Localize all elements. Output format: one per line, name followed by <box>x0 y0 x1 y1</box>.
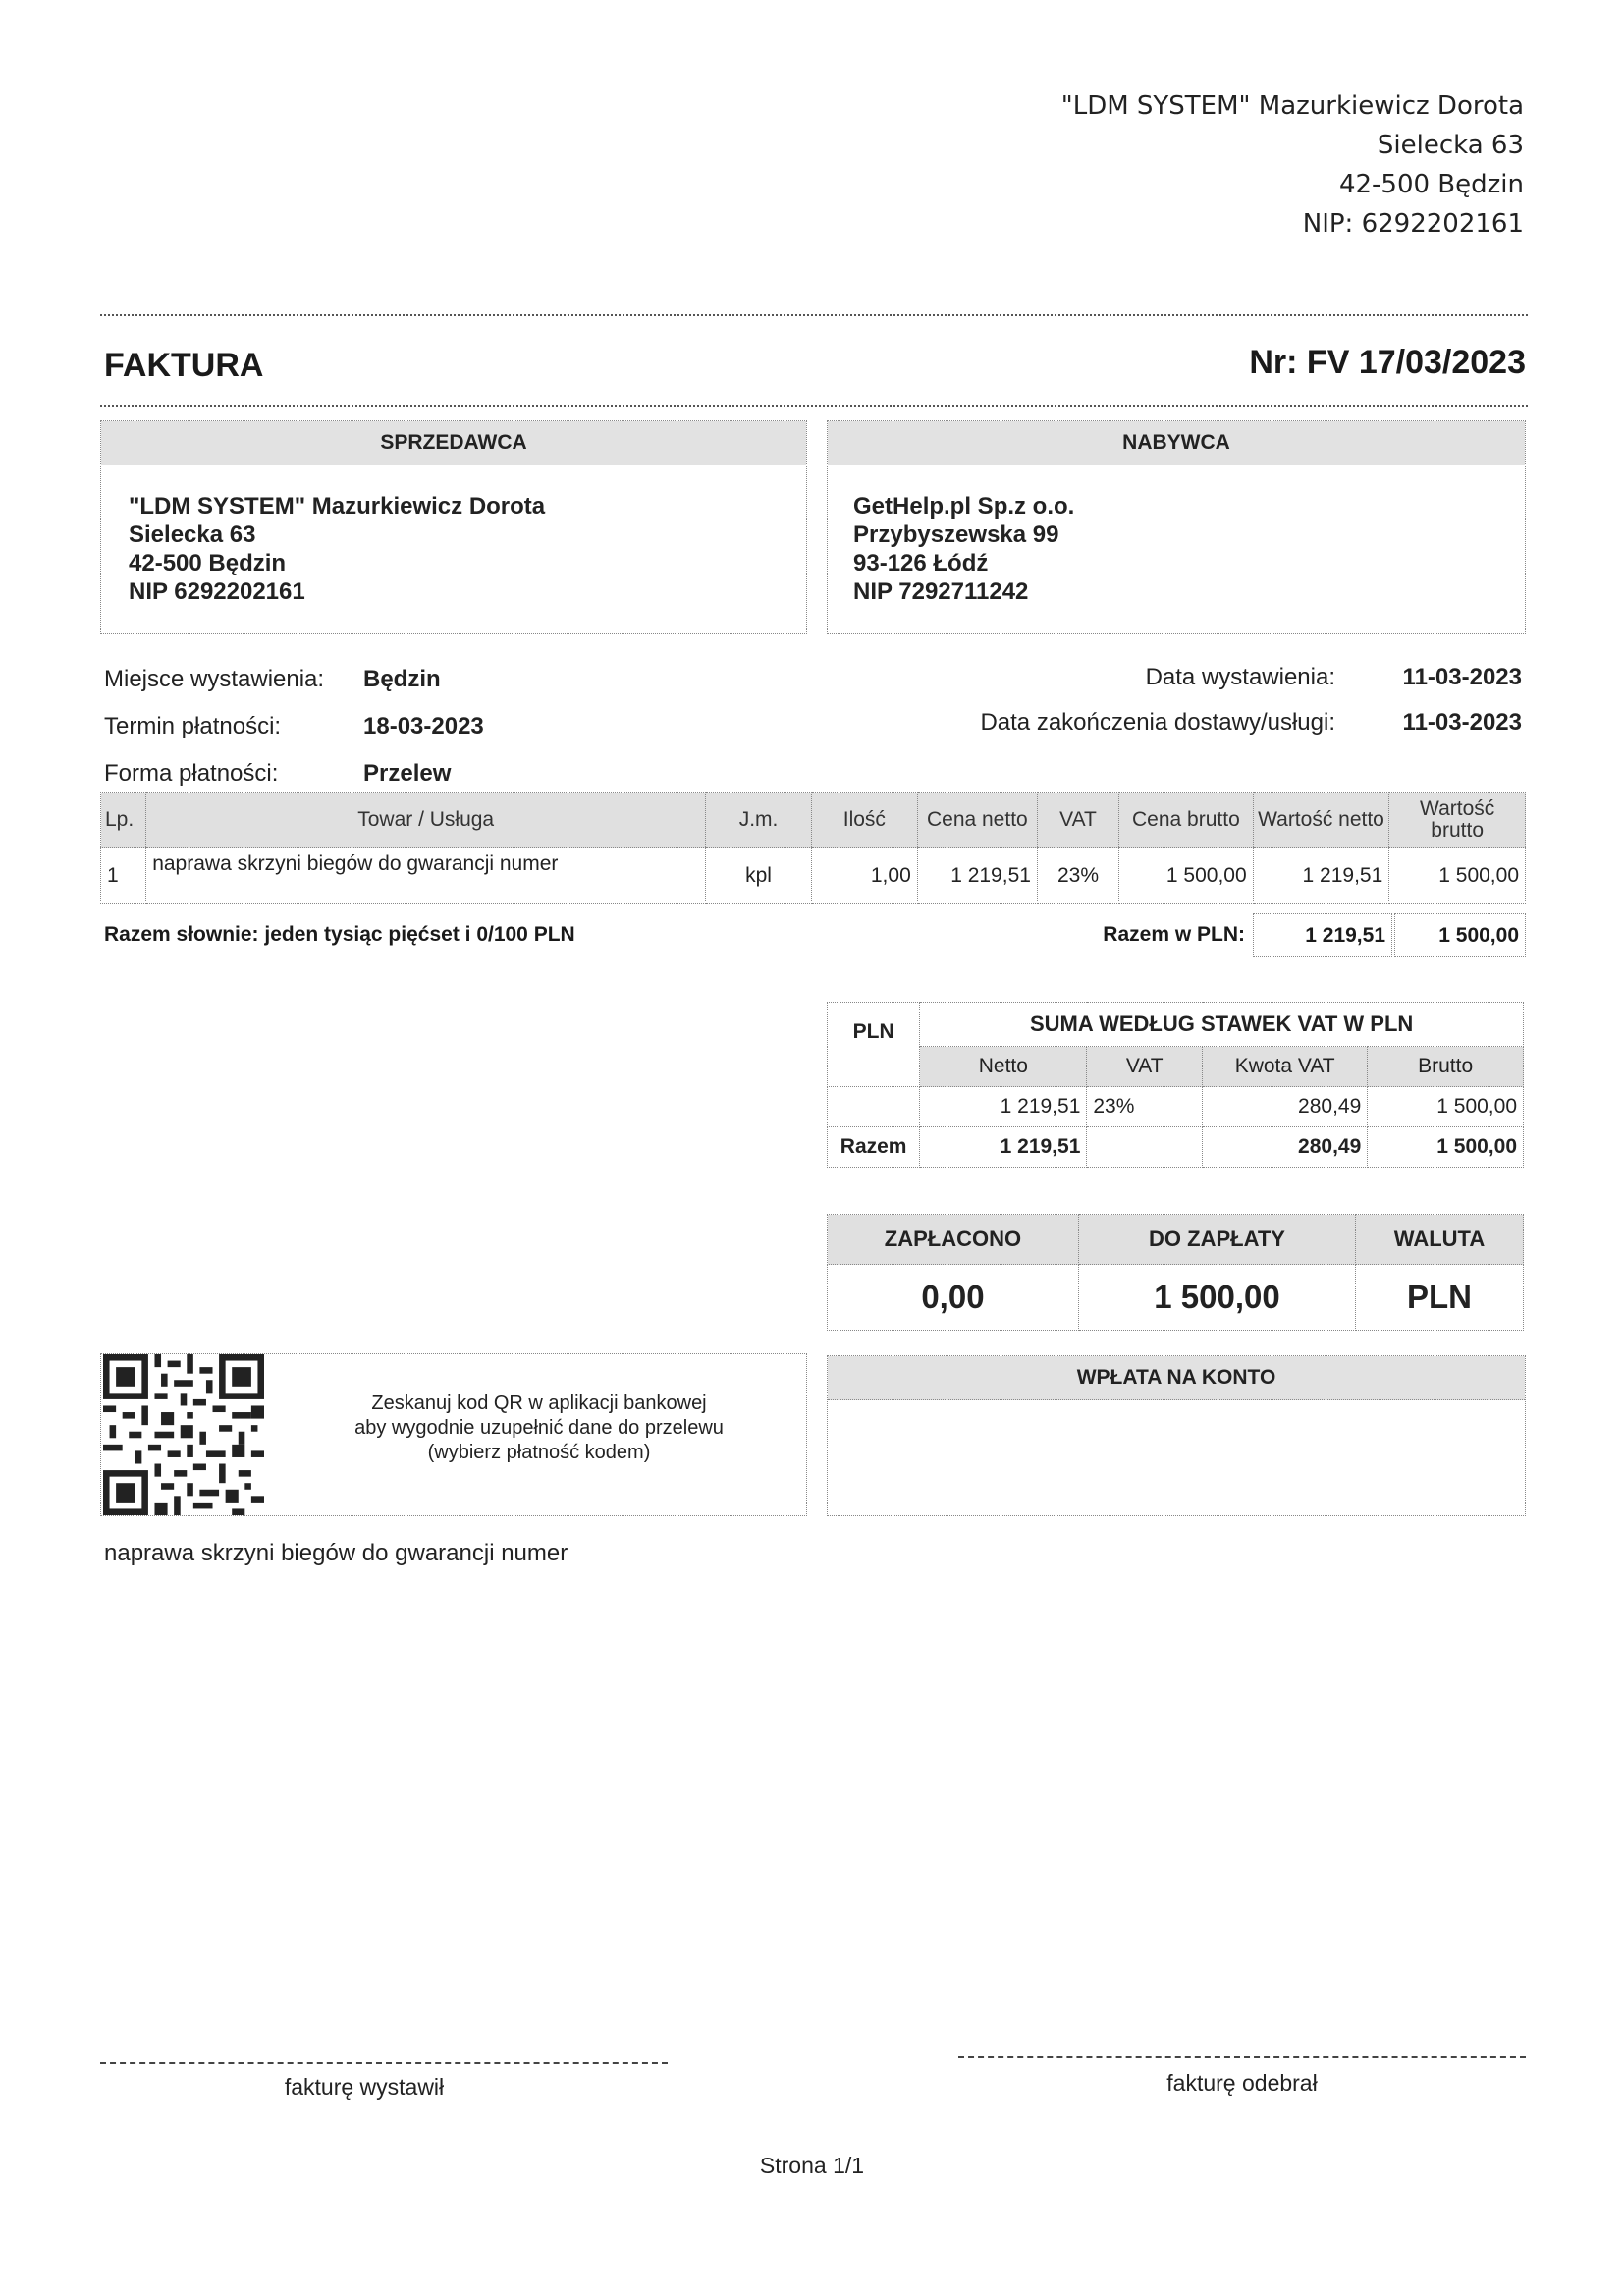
qr-line-3: (wybierz płatność kodem) <box>427 1442 651 1463</box>
buyer-box <box>827 420 1526 634</box>
qr-box <box>100 1353 807 1516</box>
buyer-street: Przybyszewska 99 <box>853 521 1059 548</box>
invoice-number: Nr: FV 17/03/2023 <box>1249 344 1526 381</box>
vat-col-gross: Brutto <box>1368 1047 1524 1087</box>
row-lp: 1 <box>101 848 146 904</box>
vat-col-rate: VAT <box>1087 1047 1203 1087</box>
vat-total-rate <box>1087 1127 1203 1168</box>
qr-line-1: Zeskanuj kod QR w aplikacji bankowej <box>371 1393 707 1414</box>
paid-label: ZAPŁACONO <box>828 1215 1079 1265</box>
signature-line-receiver <box>958 2056 1526 2058</box>
table-row <box>101 848 1526 904</box>
row-gross-value: 1 500,00 <box>1389 848 1526 904</box>
invoice-title: FAKTURA <box>104 347 264 384</box>
vat-col-net: Netto <box>920 1047 1087 1087</box>
divider <box>100 314 1528 316</box>
seller-nip: NIP 6292202161 <box>129 578 305 605</box>
total-in-words: Razem słownie: jeden tysiąc pięćset i 0/100 PLN <box>104 923 575 946</box>
seller-street: Sielecka 63 <box>129 521 256 548</box>
col-unit: J.m. <box>706 793 812 848</box>
row-unit: kpl <box>706 848 812 904</box>
buyer-details <box>853 492 1074 606</box>
total-gross: 1 500,00 <box>1394 913 1526 957</box>
vat-col-amount: Kwota VAT <box>1203 1047 1368 1087</box>
buyer-header: NABYWCA <box>828 421 1525 465</box>
vat-total-label: Razem <box>828 1127 920 1168</box>
due-date-value: 18-03-2023 <box>363 713 484 739</box>
col-net-value: Wartość netto <box>1253 793 1389 848</box>
row-net-price: 1 219,51 <box>917 848 1037 904</box>
transfer-box <box>827 1355 1526 1516</box>
place-label: Miejsce wystawienia: <box>104 666 325 692</box>
page-number: Strona 1/1 <box>759 2153 865 2178</box>
issue-date-label: Data wystawienia: <box>1145 664 1335 690</box>
qr-instructions <box>294 1392 785 1465</box>
vat-total-amount: 280,49 <box>1203 1127 1368 1168</box>
payment-method-value: Przelew <box>363 760 452 787</box>
payment-summary <box>827 1214 1524 1331</box>
col-product: Towar / Usługa <box>146 793 706 848</box>
row-product: naprawa skrzyni biegów do gwarancji numer <box>146 848 706 904</box>
issuer-header <box>1061 86 1524 244</box>
vat-row-amount: 280,49 <box>1203 1087 1368 1127</box>
qr-line-2: aby wygodnie uzupełnić dane do przelewu <box>354 1417 724 1439</box>
place-value: Będzin <box>363 666 441 692</box>
signature-label-receiver: fakturę odebrał <box>1166 2070 1318 2096</box>
row-qty: 1,00 <box>811 848 917 904</box>
delivery-date-label: Data zakończenia dostawy/usługi: <box>980 709 1335 736</box>
payment-method-label: Forma płatności: <box>104 760 279 787</box>
col-net-price: Cena netto <box>917 793 1037 848</box>
vat-currency: PLN <box>828 1003 920 1087</box>
delivery-date-value: 11-03-2023 <box>1402 709 1522 736</box>
col-vat: VAT <box>1037 793 1118 848</box>
items-table <box>100 792 1526 904</box>
divider <box>100 405 1528 407</box>
issue-date-value: 11-03-2023 <box>1402 664 1522 690</box>
row-vat: 23% <box>1037 848 1118 904</box>
col-gross-value: Wartość brutto <box>1389 793 1526 848</box>
buyer-name: GetHelp.pl Sp.z o.o. <box>853 493 1075 519</box>
vat-row-gross: 1 500,00 <box>1368 1087 1524 1127</box>
vat-row-net: 1 219,51 <box>920 1087 1087 1127</box>
issuer-city: 42-500 Będzin <box>1338 170 1524 199</box>
seller-box <box>100 420 807 634</box>
issuer-street: Sielecka 63 <box>1377 131 1524 160</box>
vat-total-gross: 1 500,00 <box>1368 1127 1524 1168</box>
col-qty: Ilość <box>811 793 917 848</box>
vat-summary-title: SUMA WEDŁUG STAWEK VAT W PLN <box>920 1003 1524 1047</box>
row-gross-price: 1 500,00 <box>1119 848 1254 904</box>
issuer-name: "LDM SYSTEM" Mazurkiewicz Dorota <box>1060 91 1524 121</box>
vat-row <box>828 1087 1524 1127</box>
col-lp: Lp. <box>101 793 146 848</box>
seller-header: SPRZEDAWCA <box>101 421 806 465</box>
col-gross-price: Cena brutto <box>1119 793 1254 848</box>
vat-total-row <box>828 1127 1524 1168</box>
row-net-value: 1 219,51 <box>1253 848 1389 904</box>
total-net: 1 219,51 <box>1253 913 1392 957</box>
amount-due-value: 1 500,00 <box>1078 1265 1355 1331</box>
vat-summary-table <box>827 1002 1524 1168</box>
due-date-label: Termin płatności: <box>104 713 282 739</box>
seller-details <box>129 492 545 606</box>
invoice-note: naprawa skrzyni biegów do gwarancji numer <box>104 1540 568 1566</box>
items-header-row <box>101 793 1526 848</box>
vat-row-rate: 23% <box>1087 1087 1203 1127</box>
signature-line-issuer <box>100 2062 668 2064</box>
seller-name: "LDM SYSTEM" Mazurkiewicz Dorota <box>129 493 546 519</box>
signature-label-issuer: fakturę wystawił <box>284 2074 445 2100</box>
currency-label: WALUTA <box>1356 1215 1524 1265</box>
total-pln-label: Razem w PLN: <box>1103 923 1245 946</box>
transfer-header: WPŁATA NA KONTO <box>828 1356 1525 1400</box>
qr-code-image <box>103 1354 264 1515</box>
seller-city: 42-500 Będzin <box>129 550 287 576</box>
issuer-nip: NIP: 6292202161 <box>1302 209 1524 239</box>
currency-value: PLN <box>1356 1265 1524 1331</box>
buyer-city: 93-126 Łódź <box>853 550 989 576</box>
vat-total-net: 1 219,51 <box>920 1127 1087 1168</box>
amount-due-label: DO ZAPŁATY <box>1078 1215 1355 1265</box>
paid-value: 0,00 <box>828 1265 1079 1331</box>
buyer-nip: NIP 7292711242 <box>853 578 1029 605</box>
